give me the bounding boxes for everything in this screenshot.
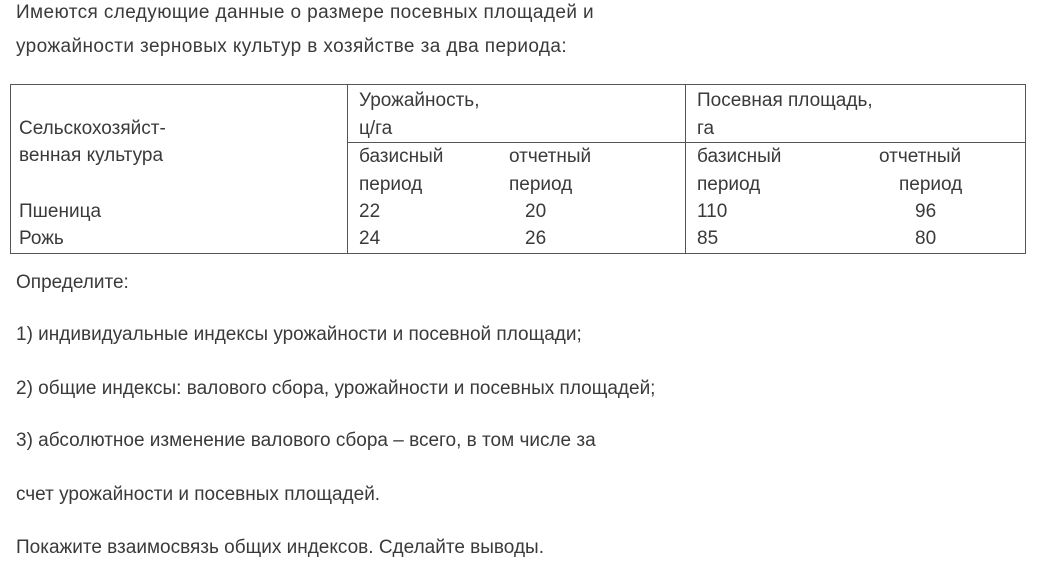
yield-base-header: период — [359, 174, 423, 195]
area-base-value: 85 — [697, 228, 719, 249]
yield-base-value: 22 — [359, 201, 381, 222]
area-base-header: базисный — [697, 146, 782, 167]
yield-report-header: период — [509, 174, 573, 195]
area-base-header: период — [697, 174, 761, 195]
area-header: га — [697, 118, 715, 139]
crop-name: Пшеница — [19, 201, 102, 222]
yield-report-value: 20 — [525, 201, 547, 222]
task-item: 2) общие индексы: валового сбора, урожайности и посевных площадей; — [16, 378, 656, 399]
area-report-header: период — [899, 174, 963, 195]
intro-line-1: Имеются следующие данные о размере посевных площадей и — [16, 2, 595, 23]
area-report-value: 80 — [915, 228, 937, 249]
tasks-title: Определите: — [16, 272, 129, 293]
yield-report-value: 26 — [525, 228, 547, 249]
area-report-value: 96 — [915, 201, 937, 222]
yield-base-value: 24 — [359, 228, 381, 249]
task-item: 3) абсолютное изменение валового сбора – всего, в том числе за — [16, 430, 596, 451]
task-item-continuation: счет урожайности и посевных площадей. — [16, 484, 381, 505]
task-item: 1) индивидуальные индексы урожайности и посевной площади; — [16, 324, 582, 345]
culture-header: Сельскохозяйст- — [19, 118, 166, 139]
data-table — [10, 84, 1026, 254]
crop-name: Рожь — [19, 228, 64, 249]
culture-header: венная культура — [19, 145, 164, 166]
table-divider — [685, 85, 686, 253]
yield-base-header: базисный — [359, 146, 444, 167]
closing-instruction: Покажите взаимосвязь общих индексов. Сделайте выводы. — [16, 537, 544, 558]
table-divider — [347, 85, 348, 253]
yield-report-header: отчетный — [509, 146, 592, 167]
intro-line-2: урожайности зерновых культур в хозяйстве за два периода: — [16, 36, 568, 57]
yield-header: ц/га — [359, 118, 393, 139]
area-base-value: 110 — [697, 201, 728, 222]
yield-header: Урожайность, — [359, 90, 480, 111]
area-report-header: отчетный — [879, 146, 962, 167]
area-header: Посевная площадь, — [697, 90, 873, 111]
